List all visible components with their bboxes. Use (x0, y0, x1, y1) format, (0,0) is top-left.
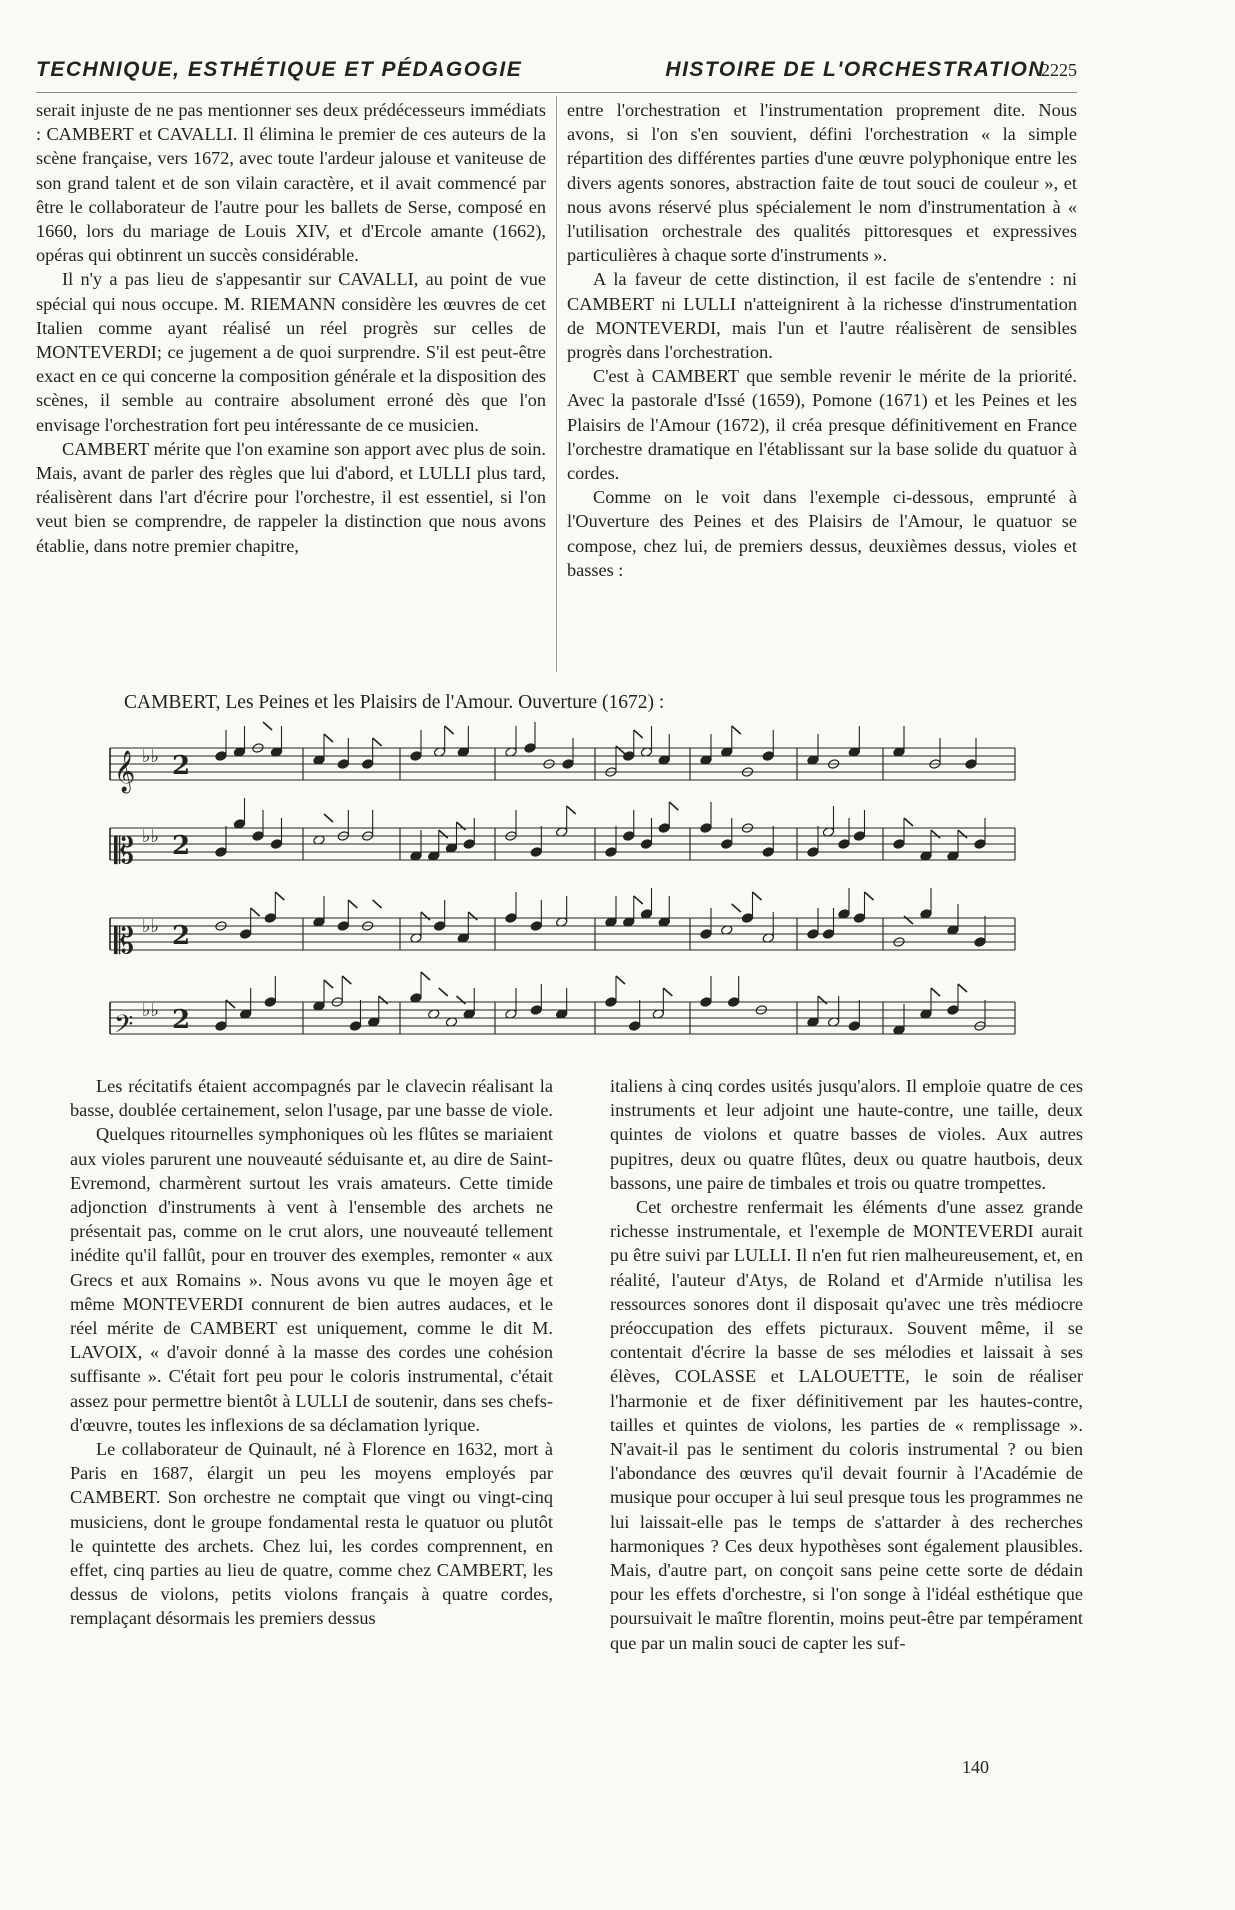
folio-number: 140 (962, 1757, 989, 1777)
svg-text:𝄡: 𝄡 (114, 921, 135, 962)
svg-text:♭♭: ♭♭ (142, 826, 159, 847)
paragraph: Les récitatifs étaient accompagnés par le clavecin réalisant la basse, doublée certainement, selon l'usage, par une basse de viole. (70, 1076, 554, 1121)
music-example-caption: CAMBERT, Les Peines et les Plaisirs de l'Amour. Ouverture (1672) : (124, 692, 665, 713)
music-score (95, 720, 1035, 1060)
column-top-right (567, 98, 1077, 582)
paragraph: Comme on le voit dans l'exemple ci-dessous, emprunté à l'Ouverture des Peines et des Plaisirs de l'Amour, le quatuor se compose, chez lui, de premiers dessus, deuxièmes dessus, violes et basses : (567, 487, 1077, 580)
svg-text:♭♭: ♭♭ (142, 1000, 159, 1021)
paragraph: Le collaborateur de Quinault, né à Florence en 1632, mort à Paris en 1687, élargit un peu les moyens employés par CAMBERT. Son orchestre ne comptait que vingt ou vingt-cinq musiciens, dont le groupe fondamental resta le quatuor ou plutôt le quintette des archets. Chez lui, les cordes comprennent, en effet, cinq parties au lieu de quatre, comme chez CAMBERT, les dessus de violons, petits violons français à quatre cordes, remplaçant désormais les premiers dessus (70, 1439, 553, 1629)
svg-text:2: 2 (172, 831, 191, 861)
svg-text:2: 2 (172, 921, 191, 951)
svg-text:♭♭: ♭♭ (142, 746, 159, 767)
paragraph: entre l'orchestration et l'instrumentation proprement dite. Nous avons, si l'on s'en souvient, défini l'orchestration « la simple répartition des différentes parties d'une œuvre polyphonique entre les divers agents sonores, abstraction faite de tout souci de couleur », et nous avons réservé plus spécialement le nom d'instrumentation à « l'utilisation orchestrale des qualités pittoresques et expressives particulières à chaque sorte d'instruments ». (567, 100, 1077, 266)
column-bottom-left (70, 1074, 553, 1631)
header-right: HISTOIRE DE L'ORCHESTRATION (665, 58, 1045, 81)
column-separator (556, 96, 557, 672)
paragraph: CAMBERT mérite que l'on examine son apport avec plus de soin. Mais, avant de parler des règles que lui d'abord, et LULLI plus tard, réalisèrent dans l'art d'écrire pour l'orchestre, il est essentiel, si l'on veut bien se comprendre, de rappeler la distinction que nous avons établie, dans notre premier chapitre, (36, 438, 546, 556)
svg-text:𝄞: 𝄞 (114, 751, 136, 792)
running-header (36, 58, 1077, 92)
svg-text:2: 2 (172, 1005, 191, 1035)
paragraph: italiens à cinq cordes usités jusqu'alors. Il emploie quatre de ces instruments et leur adjoint une haute-contre, une taille, deux quintes de violons et quatre basses de violes. Aux autres pupitres, deux ou quatre flûtes, deux ou quatre hautbois, deux bassons, une paire de timbales et trois ou quatre trompettes. (610, 1076, 1083, 1193)
paragraph: Cet orchestre renfermait les éléments d'une assez grande richesse instrumentale, et l'exemple de MONTEVERDI aurait pu être suivi par LULLI. Il n'en fut rien malheureusement, et, en réalité, l'auteur d'Atys, de Roland et d'Armide n'utilisa les ressources sonores dont il disposait qu'avec une très médiocre préoccupation des effets picturaux. Souvent même, il se contentait d'écrire la basse de ses mélodies et laissait à ses élèves, COLASSE et LALOUETTE, le soin de réaliser l'harmonie et de fixer définitivement par les hautes-contre, tailles et quintes de violons, les parties de « remplissage ». N'avait-il pas le sentiment du coloris instrumental ? ou bien l'abondance des œuvres qu'il devait fournir à l'Académie de musique pour occuper à lui seul presque tous les programmes ne lui laissait-elle pas le temps de s'attarder à des recherches harmoniques ? Ces deux hypothèses sont également plausibles. Mais, d'autre part, on conçoit sans peine cette sorte de dédain pour les effets d'orchestre, si l'on songe à l'idéal esthétique que poursuivait le maître florentin, moins peut-être par tempérament que par un malin souci de capter les suf- (610, 1197, 1083, 1653)
paragraph: Il n'y a pas lieu de s'appesantir sur CAVALLI, au point de vue spécial qui nous occupe. M. RIEMANN considère les œuvres de cet Italien comme ayant réalisé un réel progrès sur celles de MONTEVERDI; ce jugement a de quoi surprendre. S'il est peut-être exact en ce qui concerne la composition générale et la disposition des scènes, il semble au contraire absolument erroné dès que l'on envisage l'orchestration fort peu intéressante de ce musicien. (36, 269, 546, 435)
svg-text:♭♭: ♭♭ (142, 916, 159, 937)
header-rule (36, 92, 1077, 93)
page-number: 2225 (1041, 60, 1077, 80)
svg-text:2: 2 (172, 751, 191, 781)
header-left: TECHNIQUE, ESTHÉTIQUE ET PÉDAGOGIE (36, 58, 523, 81)
svg-text:𝄢: 𝄢 (114, 1010, 134, 1045)
paragraph: C'est à CAMBERT que semble revenir le mérite de la priorité. Avec la pastorale d'Issé (1659), Pomone (1671) et les Peines et les Plaisirs de l'Amour (1672), il créa presque définitivement en France l'orchestre dramatique en l'établissant sur la base solide du quatuor à cordes. (567, 366, 1077, 484)
column-bottom-right (610, 1074, 1083, 1655)
paragraph: A la faveur de cette distinction, il est facile de s'entendre : ni CAMBERT ni LULLI n'atteignirent à la richesse d'instrumentation de MONTEVERDI, mais l'un et l'autre réalisèrent de sensibles progrès dans l'orchestration. (567, 269, 1077, 363)
paragraph: serait injuste de ne pas mentionner ses deux prédécesseurs immédiats : CAMBERT et CAVALLI. Il élimina le premier de ces auteurs de la scène française, vers 1672, avec toute l'ardeur jalouse et vaniteuse de son grand talent et de son vilain caractère, et il avait commencé par être le collaborateur de l'autre pour les ballets de Serse, composé en 1660, lors du mariage de Louis XIV, et d'Ercole amante (1662), opéras qui obtinrent un succès considérable. (36, 100, 546, 266)
paragraph: Quelques ritournelles symphoniques où les flûtes se mariaient aux violes parurent une nouveauté séduisante et, au dire de Saint-Evremond, charmèrent surtout les vrais amateurs. Cette timide adjonction d'instruments à vent à l'ensemble des archets ne présentait pas, comme on le crut alors, une nouveauté tellement inédite qu'il fallût, pour en trouver des exemples, remonter « aux Grecs et aux Romains ». Nous avons vu que le moyen âge et même MONTEVERDI connurent de bien autres audaces, et le réel mérite de CAMBERT est uniquement, comme le dit M. LAVOIX, « d'avoir donné à la masse des cordes une cohésion suffisante ». C'était fort peu pour le coloris instrumental, c'était assez pour permettre bientôt à LULLI de soutenir, dans ses chefs-d'œuvre, toutes les inflexions de sa déclamation lyrique. (70, 1124, 553, 1435)
svg-text:𝄡: 𝄡 (114, 831, 135, 872)
column-top-left (36, 98, 546, 558)
